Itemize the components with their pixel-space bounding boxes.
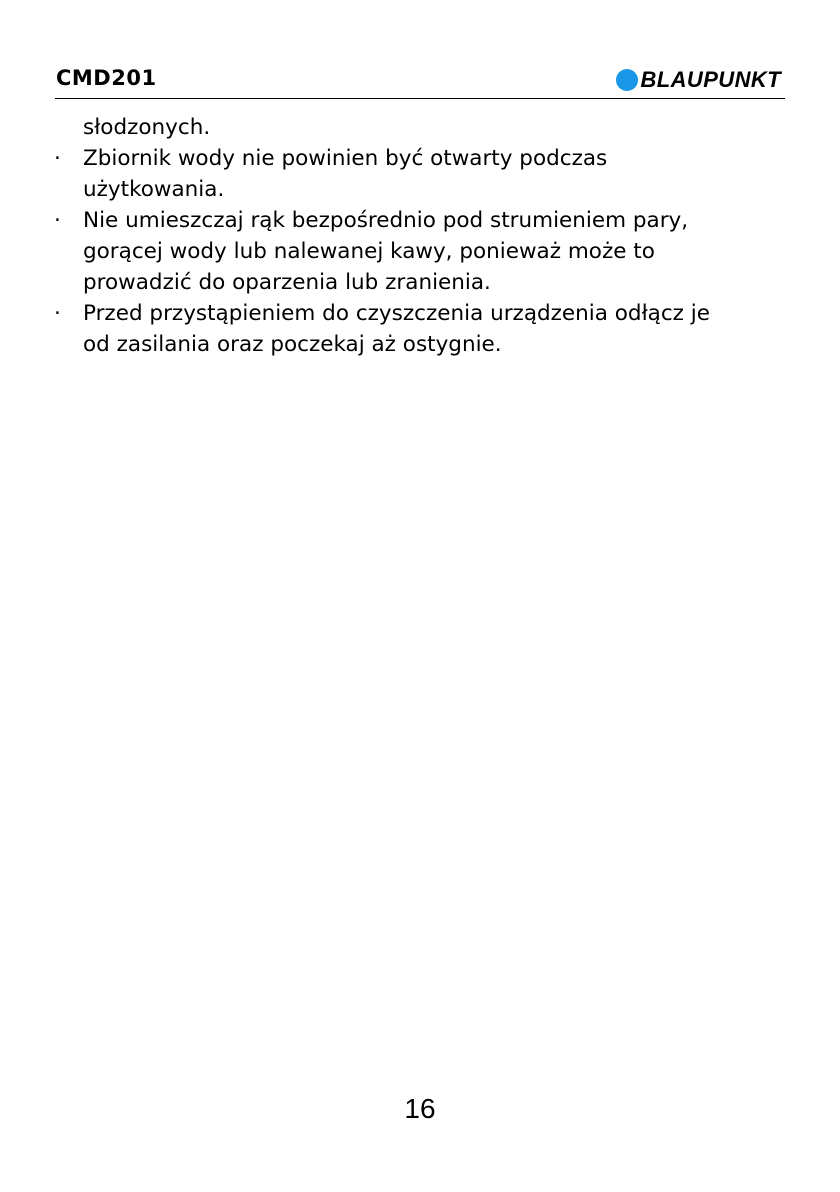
brand-dot-icon [616,69,638,91]
list-item [50,205,790,298]
continuation-line: słodzonych. [83,115,211,140]
list-item [50,298,790,360]
list-item-line: użytkowania. [83,177,225,202]
brand-logo [616,67,781,93]
model-name: CMD201 [56,66,157,90]
page-number: 16 [404,1093,436,1124]
body-text [50,112,790,360]
brand-wordmark: BLAUPUNKT [640,67,781,92]
list-item-line: prowadzić do oparzenia lub zranienia. [83,270,491,295]
list-item-line: Zbiornik wody nie powinien być otwarty podczas [83,146,608,171]
list-item-line: Przed przystąpieniem do czyszczenia urządzenia odłącz je [83,301,710,326]
bullet: · [54,301,61,326]
bullet: · [54,208,61,233]
list-item-line: gorącej wody lub nalewanej kawy, ponieważ może to [83,239,655,264]
list-item [50,143,790,205]
bullet: · [54,146,61,171]
list-item-line: od zasilania oraz poczekaj aż ostygnie. [83,332,502,357]
list-item-line: Nie umieszczaj rąk bezpośrednio pod strumieniem pary, [83,208,689,233]
page-header [55,62,785,99]
